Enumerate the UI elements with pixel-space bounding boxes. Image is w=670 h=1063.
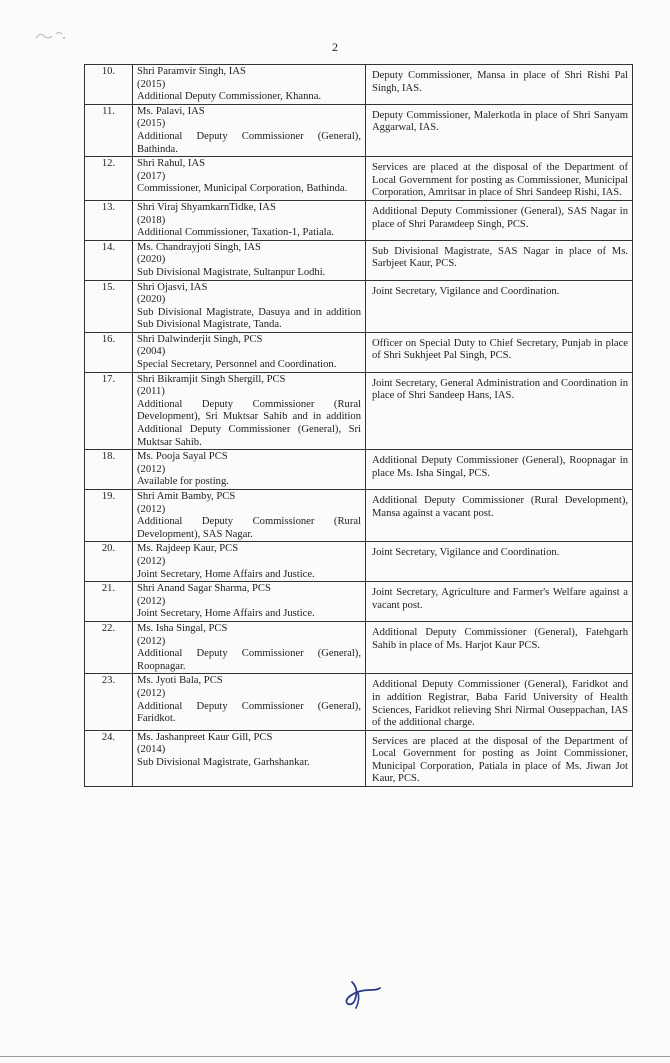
officer-batch: (2020) xyxy=(137,254,166,266)
officer-name: Shri Viraj ShyamkarnTidke, IAS xyxy=(137,201,276,213)
new-posting-text: Services are placed at the disposal of the Department of Local Government for posting as Joint Commissioner, Municipal Corporation, Patiala in place of Ms. Jiwan Jot Kaur, PCS. xyxy=(372,735,628,785)
new-posting-cell xyxy=(366,280,633,332)
new-posting-text: Additional Deputy Commissioner (General), Faridkot and in addition Registrar, Baba Farid University of Health Sciences, Faridkot relieving Shri Nirmal Ouseppachan, IAS of the additional charge. xyxy=(372,679,628,729)
new-posting-text: Joint Secretary, Vigilance and Coordination. xyxy=(372,547,560,559)
new-posting-cell xyxy=(366,104,633,156)
officer-cell xyxy=(133,104,366,156)
officer-cell xyxy=(133,157,366,201)
officer-current-post: Joint Secretary, Home Affairs and Justice. xyxy=(137,568,315,580)
new-posting-text: Joint Secretary, Vigilance and Coordination. xyxy=(372,285,560,297)
new-posting-text: Additional Deputy Commissioner (General), SAS Nagar in place of Shri Parамdeep Singh, PCS. xyxy=(372,205,628,230)
transfer-posting-table xyxy=(84,64,633,787)
new-posting-cell xyxy=(366,674,633,730)
table-row xyxy=(85,490,633,542)
officer-cell xyxy=(133,542,366,582)
serial-number: 19. xyxy=(85,490,133,542)
serial-number: 24. xyxy=(85,730,133,786)
officer-batch: (2012) xyxy=(137,503,166,515)
table-row xyxy=(85,621,633,673)
officer-batch: (2020) xyxy=(137,294,166,306)
table-row xyxy=(85,542,633,582)
officer-cell xyxy=(133,450,366,490)
new-posting-cell xyxy=(366,582,633,622)
serial-number: 18. xyxy=(85,450,133,490)
officer-cell xyxy=(133,65,366,105)
table-body xyxy=(85,65,633,787)
serial-number: 13. xyxy=(85,200,133,240)
table-row xyxy=(85,332,633,372)
signature xyxy=(338,978,386,1012)
new-posting-text: Sub Divisional Magistrate, SAS Nagar in place of Ms. Sarbjeet Kaur, PCS. xyxy=(372,245,628,270)
officer-batch: (2012) xyxy=(137,687,166,699)
officer-name: Shri Paramvir Singh, IAS xyxy=(137,66,246,77)
officer-cell xyxy=(133,372,366,450)
new-posting-text: Officer on Special Duty to Chief Secretary, Punjab in place of Shri Sukhjeet Pal Singh, PCS. xyxy=(372,337,628,362)
new-posting-text: Deputy Commissioner, Mansa in place of Shri Rishi Pal Singh, IAS. xyxy=(372,70,628,94)
officer-cell xyxy=(133,200,366,240)
serial-number: 14. xyxy=(85,240,133,280)
officer-current-post: Special Secretary, Personnel and Coordination. xyxy=(137,359,337,371)
table-row xyxy=(85,200,633,240)
serial-number: 17. xyxy=(85,372,133,450)
officer-current-post: Sub Divisional Magistrate, Sultanpur Lodhi. xyxy=(137,266,326,278)
officer-current-post: Additional Deputy Commissioner (General), Bathinda. xyxy=(137,130,361,155)
officer-cell xyxy=(133,621,366,673)
officer-batch: (2014) xyxy=(137,744,166,756)
new-posting-text: Joint Secretary, General Administration and Coordination in place of Shri Sandeep Hans, IAS. xyxy=(372,377,628,402)
serial-number: 11. xyxy=(85,104,133,156)
new-posting-cell xyxy=(366,372,633,450)
serial-number: 23. xyxy=(85,674,133,730)
table-row xyxy=(85,104,633,156)
officer-name: Shri Rahul, IAS xyxy=(137,158,205,170)
serial-number: 16. xyxy=(85,332,133,372)
officer-cell xyxy=(133,674,366,730)
officer-name: Ms. Rajdeep Kaur, PCS xyxy=(137,543,239,555)
officer-name: Ms. Jyoti Bala, PCS xyxy=(137,675,223,687)
officer-batch: (2012) xyxy=(137,555,166,567)
page-number: 2 xyxy=(332,40,338,54)
officer-cell xyxy=(133,280,366,332)
officer-name: Ms. Isha Singal, PCS xyxy=(137,622,228,634)
new-posting-cell xyxy=(366,65,633,105)
table-row xyxy=(85,674,633,730)
officer-current-post: Additional Deputy Commissioner (Rural Development), Sri Muktsar Sahib and in addition Additional Deputy Commissioner (General), Sri Muktsar Sahib. xyxy=(137,398,361,448)
new-posting-cell xyxy=(366,240,633,280)
new-posting-text: Deputy Commissioner, Malerkotla in place of Shri Sanyam Aggarwal, IAS. xyxy=(372,109,628,134)
new-posting-cell xyxy=(366,332,633,372)
new-posting-text: Joint Secretary, Agriculture and Farmer's Welfare against a vacant post. xyxy=(372,587,628,611)
officer-current-post: Additional Commissioner, Taxation-1, Patiala. xyxy=(137,227,334,239)
officer-current-post: Commissioner, Municipal Corporation, Bathinda. xyxy=(137,183,348,195)
officer-batch: (2012) xyxy=(137,463,166,475)
officer-current-post: Additional Deputy Commissioner (General), Roopnagar. xyxy=(137,648,361,672)
new-posting-cell xyxy=(366,542,633,582)
officer-batch: (2015) xyxy=(137,78,166,90)
officer-name: Shri Anand Sagar Sharma, PCS xyxy=(137,583,271,595)
officer-current-post: Joint Secretary, Home Affairs and Justice. xyxy=(137,608,315,620)
new-posting-text: Services are placed at the disposal of the Department of Local Government for posting as Commissioner, Municipal Corporation, Amritsar in place of Shri Sandeep Rishi, IAS. xyxy=(372,162,628,199)
new-posting-cell xyxy=(366,490,633,542)
new-posting-text: Additional Deputy Commissioner (General), Fatehgarh Sahib in place of Ms. Harjot Kaur PCS. xyxy=(372,626,628,651)
officer-current-post: Sub Divisional Magistrate, Dasuya and in addition Sub Divisional Magistrate, Tanda. xyxy=(137,306,361,331)
table-row xyxy=(85,372,633,450)
officer-batch: (2015) xyxy=(137,118,166,130)
officer-cell xyxy=(133,490,366,542)
serial-number: 15. xyxy=(85,280,133,332)
officer-name: Shri Dalwinderjit Singh, PCS xyxy=(137,333,263,345)
table-row xyxy=(85,730,633,786)
new-posting-text: Additional Deputy Commissioner (Rural Development), Mansa against a vacant post. xyxy=(372,495,628,519)
officer-batch: (2011) xyxy=(137,386,165,398)
officer-name: Shri Amit Bamby, PCS xyxy=(137,491,236,502)
table-row xyxy=(85,582,633,622)
officer-name: Ms. Palavi, IAS xyxy=(137,105,205,117)
table-row xyxy=(85,65,633,105)
officer-name: Ms. Jashanpreet Kaur Gill, PCS xyxy=(137,731,273,743)
table-row xyxy=(85,280,633,332)
officer-batch: (2018) xyxy=(137,214,166,226)
serial-number: 12. xyxy=(85,157,133,201)
officer-current-post: Additional Deputy Commissioner (Rural Development), SAS Nagar. xyxy=(137,516,361,540)
new-posting-cell xyxy=(366,200,633,240)
new-posting-cell xyxy=(366,450,633,490)
serial-number: 10. xyxy=(85,65,133,105)
new-posting-cell xyxy=(366,730,633,786)
serial-number: 22. xyxy=(85,621,133,673)
new-posting-cell xyxy=(366,621,633,673)
table-row xyxy=(85,240,633,280)
officer-name: Shri Ojasvi, IAS xyxy=(137,281,208,293)
officer-current-post: Sub Divisional Magistrate, Garhshankar. xyxy=(137,756,310,768)
officer-cell xyxy=(133,332,366,372)
officer-cell xyxy=(133,730,366,786)
bottom-rule xyxy=(0,1056,670,1057)
serial-number: 21. xyxy=(85,582,133,622)
new-posting-text: Additional Deputy Commissioner (General), Roopnagar in place Ms. Isha Singal, PCS. xyxy=(372,455,628,479)
officer-batch: (2012) xyxy=(137,635,166,647)
officer-name: Ms. Pooja Sayal PCS xyxy=(137,451,228,463)
new-posting-cell xyxy=(366,157,633,201)
serial-number: 20. xyxy=(85,542,133,582)
officer-name: Ms. Chandrayjoti Singh, IAS xyxy=(137,241,261,253)
officer-batch: (2004) xyxy=(137,346,166,358)
officer-batch: (2017) xyxy=(137,170,166,182)
table-row xyxy=(85,450,633,490)
officer-batch: (2012) xyxy=(137,595,166,607)
officer-current-post: Additional Deputy Commissioner, Khanna. xyxy=(137,91,322,103)
table-row xyxy=(85,157,633,201)
officer-cell xyxy=(133,582,366,622)
officer-current-post: Available for posting. xyxy=(137,476,229,488)
officer-current-post: Additional Deputy Commissioner (General), Faridkot. xyxy=(137,700,361,725)
officer-cell xyxy=(133,240,366,280)
officer-name: Shri Bikramjit Singh Shergill, PCS xyxy=(137,373,286,385)
